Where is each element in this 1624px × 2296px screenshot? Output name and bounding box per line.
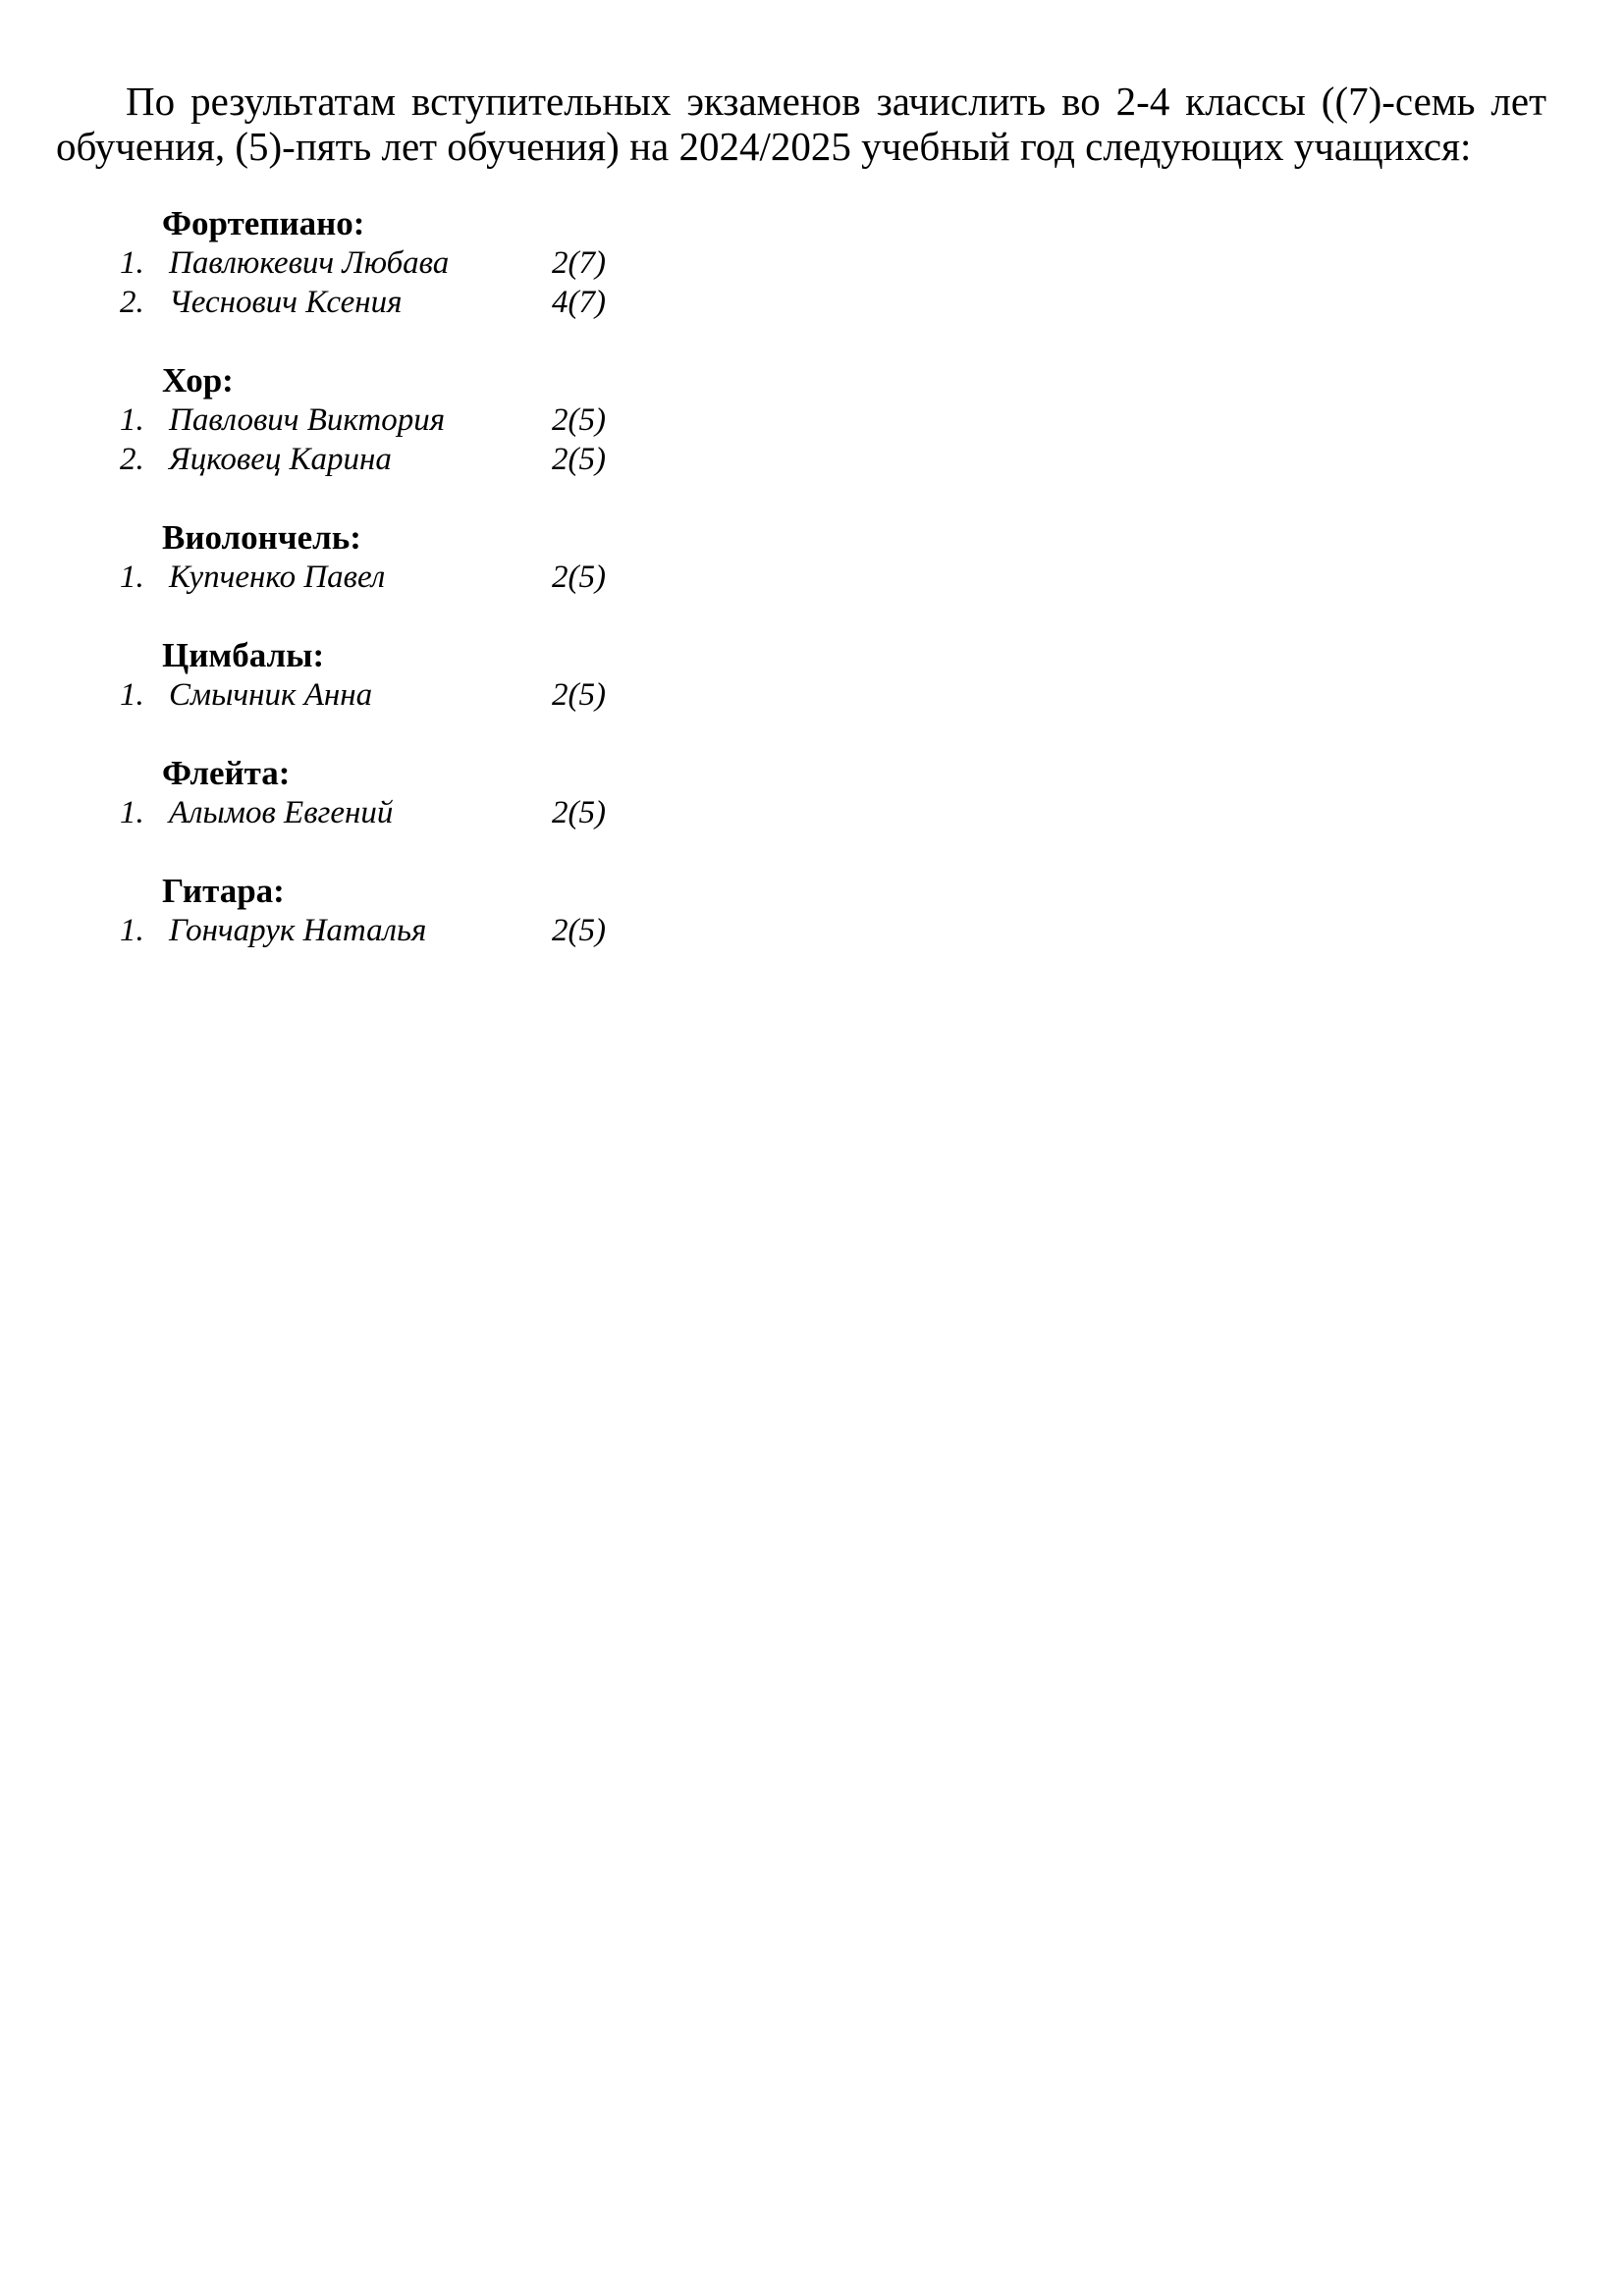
student-number: 1. (120, 677, 144, 713)
student-name: Павлович Виктория (169, 402, 446, 438)
section-flute (56, 754, 1546, 832)
student-name: Гончарук Наталья (169, 913, 427, 948)
student-number: 1. (120, 560, 144, 595)
section-heading: Гитара: (162, 872, 285, 910)
student-name: Яцковец Карина (169, 442, 392, 477)
student-row (56, 793, 1546, 832)
student-number: 1. (120, 402, 144, 438)
student-row (56, 440, 1546, 479)
student-row (56, 675, 1546, 715)
student-grade: 2(5) (552, 442, 606, 477)
section-fortepiano (56, 204, 1546, 322)
student-grade: 2(5) (552, 795, 606, 830)
section-heading: Хор: (162, 361, 234, 400)
enrollment-sections (56, 204, 1546, 950)
section-cello (56, 518, 1546, 597)
section-heading: Флейта: (162, 754, 291, 792)
student-number: 1. (120, 245, 144, 281)
section-cimbalom (56, 636, 1546, 715)
student-grade: 2(5) (552, 402, 606, 438)
section-choir (56, 361, 1546, 479)
section-heading: Фортепиано: (162, 204, 365, 242)
section-heading: Цимбалы: (162, 636, 325, 674)
intro-paragraph (56, 79, 1546, 169)
student-grade: 4(7) (552, 285, 606, 320)
section-guitar (56, 872, 1546, 950)
section-heading: Виолончель: (162, 518, 361, 557)
student-grade: 2(5) (552, 560, 606, 595)
student-name: Павлюкевич Любава (169, 245, 450, 281)
intro-paragraph-line-2: обучения, (5)-пять лет обучения) на 2024/2025 учебный год следующих учащихся: (56, 124, 1472, 169)
student-name: Купченко Павел (169, 560, 386, 595)
student-name: Смычник Анна (169, 677, 373, 713)
student-name: Алымов Евгений (169, 795, 394, 830)
student-grade: 2(5) (552, 677, 606, 713)
student-number: 2. (120, 442, 144, 477)
student-name: Чеснович Ксения (169, 285, 403, 320)
student-row (56, 243, 1546, 283)
intro-paragraph-line-1: По результатам вступительных экзаменов зачислить во 2-4 классы ((7)-семь лет (126, 79, 1546, 124)
student-row (56, 558, 1546, 597)
student-number: 1. (120, 795, 144, 830)
student-row (56, 400, 1546, 440)
student-row (56, 911, 1546, 950)
student-grade: 2(5) (552, 913, 606, 948)
student-number: 1. (120, 913, 144, 948)
student-grade: 2(7) (552, 245, 606, 281)
student-number: 2. (120, 285, 144, 320)
document-content (56, 79, 1546, 950)
student-row (56, 283, 1546, 322)
